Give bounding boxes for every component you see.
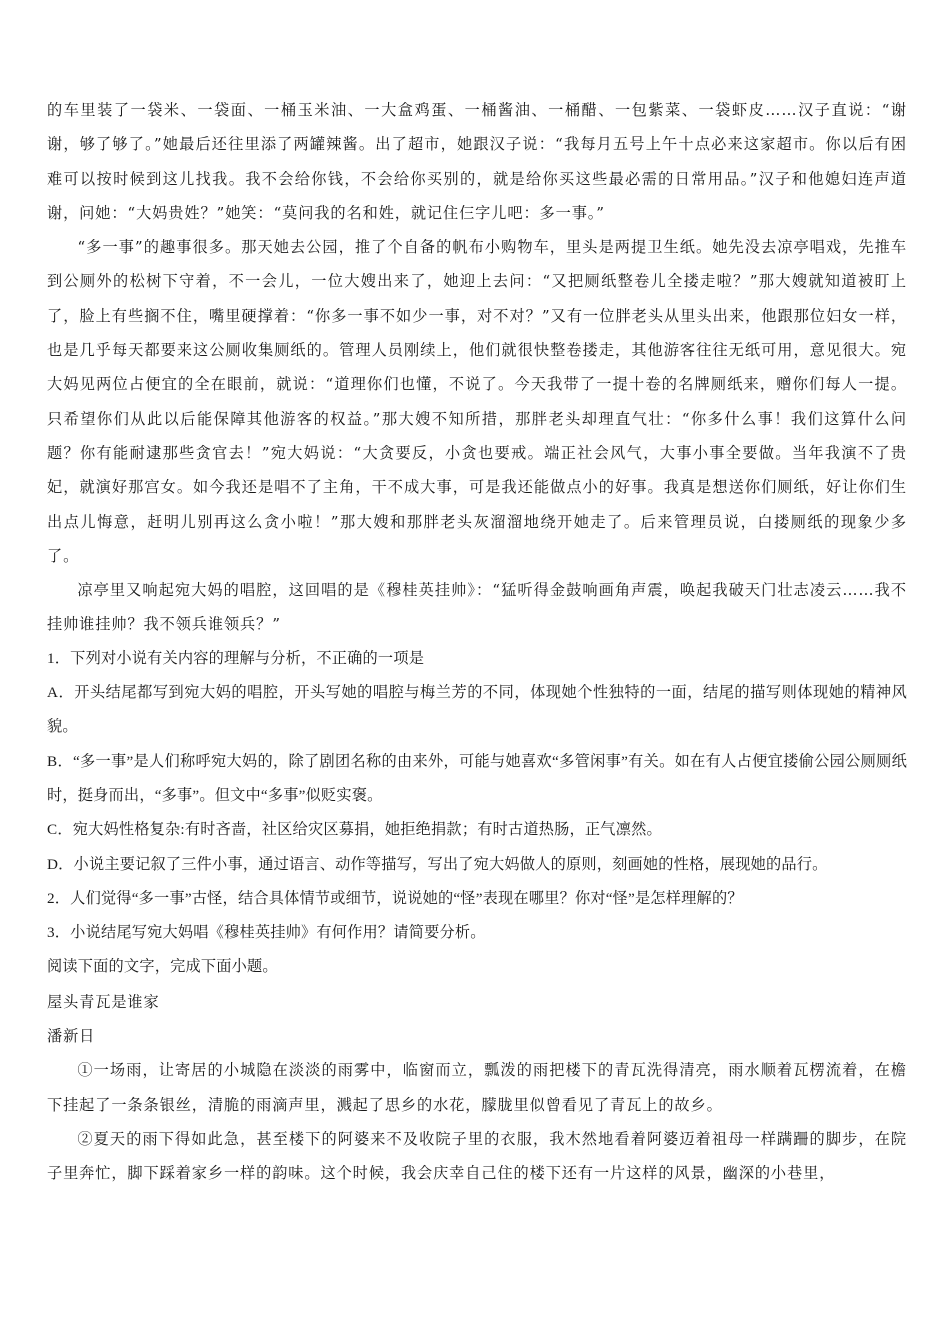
essay-title: 屋头青瓦是谁家: [47, 992, 160, 1011]
document-page: [47, 93, 907, 1191]
essay-paragraph-1: ①一场雨，让寄居的小城隐在淡淡的雨雾中，临窗而立，瓢泼的雨把楼下的青瓦洗得清亮，雨水顺着瓦楞流着，在檐下挂起了一条条银丝，清脆的雨滴声里，溅起了思乡的水花，朦胧里似曾看见了青瓦上的故乡。: [47, 1061, 907, 1114]
question-2: 2．人们觉得“多一事”古怪，结合具体情节或细节，说说她的“怪”表现在哪里？你对“怪”是怎样理解的？: [47, 889, 743, 907]
question-1-option-a: A．开头结尾都写到宛大妈的唱腔，开头写她的唱腔与梅兰芳的不同，体现她个性独特的一面，结尾的描写则体现她的精神风貌。: [47, 684, 907, 736]
reading-instruction: 阅读下面的文字，完成下面小题。: [47, 958, 278, 976]
essay-paragraph-2: ②夏天的雨下得如此急，甚至楼下的阿婆来不及收院子里的衣服，我木然地看着阿婆迈着祖母一样蹒跚的脚步，在院子里奔忙，脚下踩着家乡一样的韵味。这个时候，我会庆幸自己住的楼下还有一片这样的风景，幽深的小巷里，: [47, 1129, 907, 1183]
essay-author: 潘新日: [47, 1027, 96, 1046]
question-1-option-d: D．小说主要记叙了三件小事，通过语言、动作等描写，写出了宛大妈做人的原则，刻画她的性格，展现她的品行。: [47, 855, 828, 873]
story-paragraph-1: 的车里装了一袋米、一袋面、一桶玉米油、一大盒鸡蛋、一桶酱油、一桶醋、一包紫菜、一袋虾皮……汉子直说：“谢谢，够了够了。”她最后还往里添了两罐辣酱。出了超市，她跟汉子说：“我每月五号上午十点必来这家超市。你以后有困难可以按时候到这儿找我。我不会给你钱，不会给你买别的，就是给你买这些最必需的日常用品。”汉子和他媳妇连声道谢，问她：“大妈贵姓？”她笑：“莫问我的名和姓，就记住仨字儿吧：多一事。”: [47, 101, 907, 222]
story-paragraph-3: 凉亭里又响起宛大妈的唱腔，这回唱的是《穆桂英挂帅》：“猛听得金鼓响画角声震，唤起我破天门壮志凌云……我不挂帅谁挂帅？我不领兵谁领兵？”: [47, 581, 907, 634]
question-1-option-c: C．宛大妈性格复杂:有时吝啬，社区给灾区募捐，她拒绝捐款；有时古道热肠，正气凛然。: [47, 821, 662, 839]
story-paragraph-2: “多一事”的趣事很多。那天她去公园，推了个自备的帆布小购物车，里头是两提卫生纸。她先没去凉亭唱戏，先推车到公厕外的松树下守着，不一会儿，一位大嫂出来了，她迎上去问：“又把厕纸整卷儿全搂走啦？”那大嫂就知道被盯上了，脸上有些搁不住，嘴里硬撑着：“你多一事不如少一事，对不对？”又有一位胖老头从里头出来，他跟那位妇女一样，也是几乎每天都要来这公厕收集厕纸的。管理人员刚续上，他们就很快整卷搂走，其他游客往往无纸可用，意见很大。宛大妈见两位占便宜的全在眼前，就说：“道理你们也懂，不说了。今天我带了一提十卷的名牌厕纸来，赠你们每人一提。只希望你们从此以后能保障其他游客的权益。”那大嫂不知所措，那胖老头却理直气壮：“你多什么事！我们这算什么问题？你有能耐逮那些贪官去！”宛大妈说：“大贪要反，小贪也要戒。端正社会风气，大事小事全要做。当年我演不了贵妃，就演好那宫女。如今我还是唱不了主角，干不成大事，可是我还能做点小的好事。我真是想送你们厕纸，好让你们生出点儿悔意，赶明儿别再这么贪小啦！”那大嫂和那胖老头灰溜溜地绕开她走了。后来管理员说，白搂厕纸的现象少多了。: [47, 238, 907, 565]
question-1: 1．下列对小说有关内容的理解与分析，不正确的一项是: [47, 649, 425, 667]
question-1-option-b: B．“多一事”是人们称呼宛大妈的，除了剧团名称的由来外，可能与她喜欢“多管闲事”有关。如在有人占便宜搂偷公园公厕厕纸时，挺身而出，“多事”。但文中“多事”似贬实褒。: [47, 752, 907, 804]
question-3: 3．小说结尾写宛大妈唱《穆桂英挂帅》有何作用？请简要分析。: [47, 924, 486, 942]
